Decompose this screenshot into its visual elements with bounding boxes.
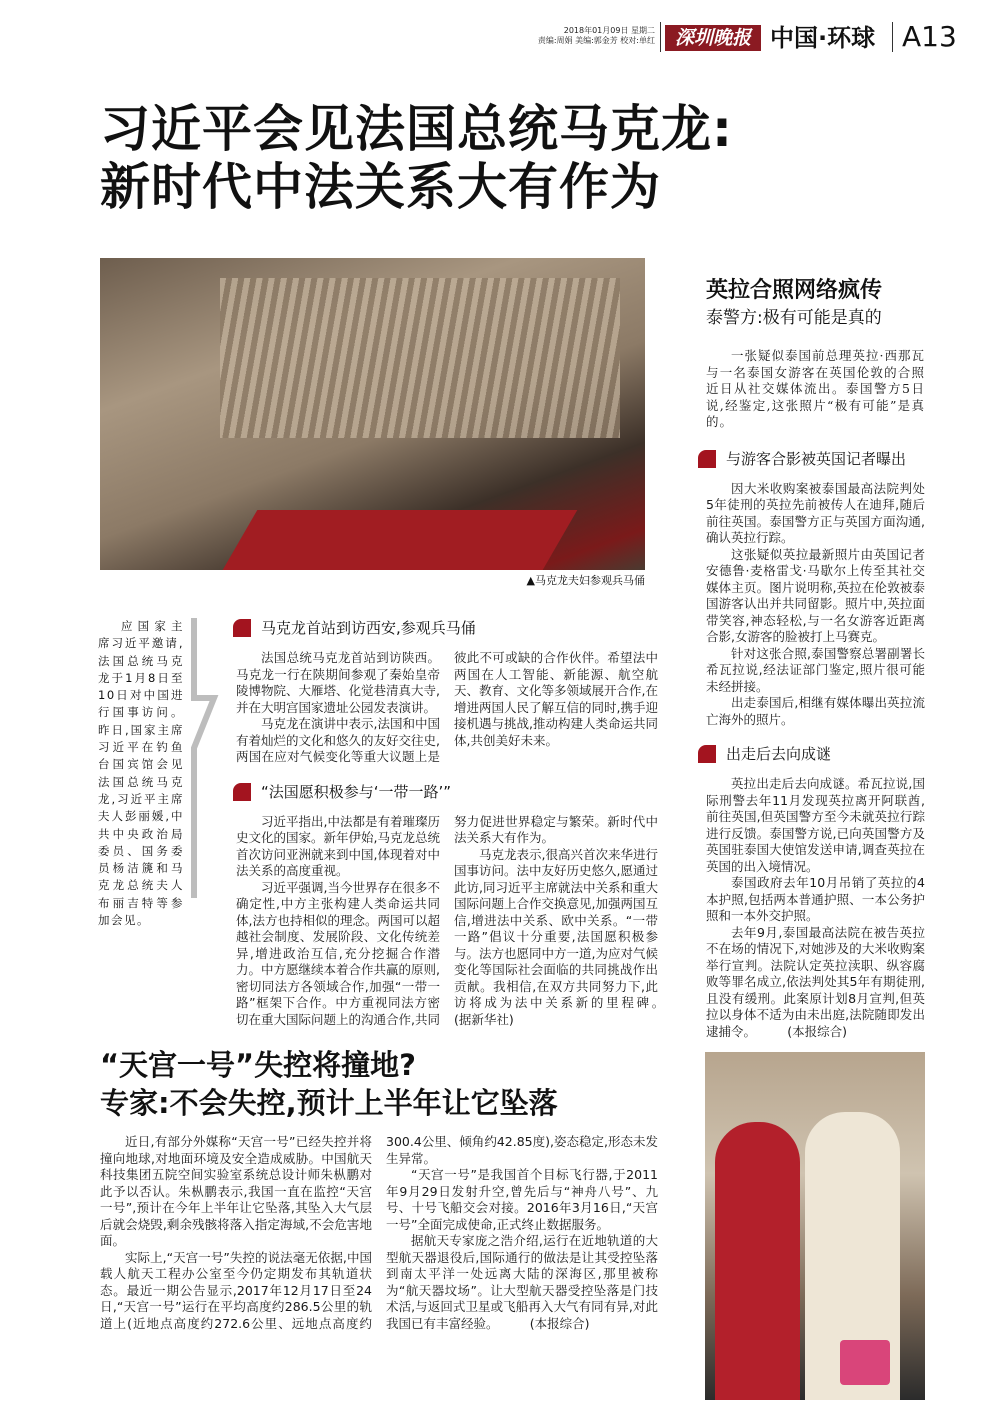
- newspaper-logo: 深圳晚报: [665, 25, 761, 51]
- paragraph: 泰国政府去年10月吊销了英拉的4本护照,包括两本普通护照、一本公务护照和一本外交护照。: [706, 875, 925, 923]
- sidebar-sub2-title: 出走后去向成谜: [726, 745, 832, 763]
- sidebar-sub1-title: 与游客合影被英国记者曝出: [726, 449, 907, 468]
- paragraph: 一张疑似泰国前总理英拉·西那瓦与一名泰国女游客在英国伦敦的合照近日从社交媒体流出。泰国警方5日说,经鉴定,这张照片“极有可能”是真的。: [706, 348, 925, 429]
- photo-caption: ▲马克龙夫妇参观兵马俑: [526, 574, 645, 587]
- section1-body: [236, 650, 658, 766]
- editor-credits: 责编:周娟 美编:郭金芳 校对:单红: [537, 36, 655, 45]
- header-meta: [480, 26, 655, 46]
- paragraph: 法国总统马克龙首站到访陕西。马克龙一行在陕期间参观了秦始皇帝陵博物院、大雁塔、化觉巷清真大寺,并在大明宫国家遗址公园发表演讲。: [236, 650, 440, 715]
- paragraph: 针对这张合照,泰国警察总署副署长希瓦拉说,经法证部门鉴定,照片很可能未经拼接。: [706, 645, 925, 694]
- red-block-icon: [233, 619, 251, 637]
- main-headline: [100, 100, 733, 216]
- red-block-icon: [698, 745, 716, 763]
- paragraph: 实际上,“天宫一号”失控的说法毫无依据,中国载人航天工程办公室至今仍定期发布其轨道状态。最近一期公告显示,2017年12月17日至24日,“天宫一号”运行在平均高度约286.5公里的轨道上(近地点高度约272.6公里、远地点高度约300.4公里、倾角约42.85度),姿态稳定,形态未发生异常。: [100, 1134, 658, 1331]
- sidebar-title: 英拉合照网络疯传: [706, 278, 883, 303]
- paragraph: 马克龙表示,很高兴首次来华进行国事访问。法中友好历史悠久,愿通过此访,同习近平主席就法中关系和重大国际问题上合作交换意见,加强两国互信,增进法中关系、欧中关系。“一带一路”倡议十分重要,法国愿积极参与。法方也愿同中方一道,为应对气候变化等国际社会面临的共同挑战作出贡献。我相信,在双方共同努力下,此访将成为法中关系新的里程碑。 (据新华社): [454, 846, 696, 1027]
- paragraph: 马克龙在演讲中表示,法国和中国有着灿烂的文化和悠久的友好交往史,两国在应对气候变化等重大议题上是彼此不可或缺的合作伙伴。希望法中两国在人工智能、新能源、航空航天、教育、文化等多领域展开合作,在增进两国人民了解互信的同时,携手迎接机遇与挑战,推动构建人类命运共同体,共创美好未来。: [236, 650, 658, 764]
- sidebar-subtitle: 泰警方:极有可能是真的: [706, 308, 882, 328]
- paragraph: “天宫一号”是我国首个目标飞行器,于2011年9月29日发射升空,曾先后与“神舟八号”、九号、十号飞船交会对接。2016年3月16日,“天宫一号”全面完成使命,正式终止数据服务。: [386, 1167, 658, 1232]
- sidebar-sub2-heading: [698, 744, 925, 764]
- paragraph: 英拉出走后去向成谜。希瓦拉说,国际刑警去年11月发现英拉离开阿联酋,前往英国,但英国警方至今未就英拉行踪进行反馈。泰国警方说,已向英国警方及英国驻泰国大使馆发送申请,调查英拉在英国的出入境情况。: [706, 776, 925, 874]
- bottom-subheadline: 专家:不会失控,预计上半年让它坠落: [100, 1086, 558, 1120]
- issue-date: 2018年01月09日 星期二: [563, 26, 655, 35]
- section2-body: [236, 813, 696, 1029]
- section2-title: “法国愿积极参与‘一带一路’”: [261, 782, 452, 801]
- bottom-body: [100, 1134, 658, 1332]
- lead-paragraph: [98, 618, 184, 929]
- sidebar-sub2-body: [706, 776, 925, 1040]
- bottom-headline: “天宫一号”失控将撞地?: [100, 1048, 416, 1082]
- sidebar-intro: [706, 348, 925, 431]
- page-number: A13: [902, 20, 957, 53]
- sidebar-sub1-body: [706, 481, 925, 729]
- yingluck-photo: [705, 1052, 925, 1400]
- paragraph: 近日,有部分外媒称“天宫一号”已经失控并将撞向地球,对地面环境及安全造成威胁。中国航天科技集团五院空间实验室系统总设计师朱枞鹏对此予以否认。朱枞鹏表示,我国一直在监控“天宫一号”,预计在今年上半年让它坠落,其坠入大气层后就会烧毁,剩余残骸将落入指定海域,不会危害地面。: [100, 1134, 372, 1248]
- paragraph: 这张疑似英拉最新照片由英国记者安德鲁·麦格雷戈·马歇尔上传至其社交媒体主页。图片说明称,英拉在伦敦被泰国游客认出并共同留影。照片中,英拉面带笑容,神态轻松,与一名女游客近距离合影,女游客的脸被打上马赛克。: [706, 546, 925, 644]
- section1-heading: [233, 618, 658, 638]
- main-articles: [98, 618, 696, 1332]
- headline-line-1: 习近平会见法国总统马克龙:: [100, 100, 733, 158]
- paragraph: 去年9月,泰国最高法院在被告英拉不在场的情况下,对她涉及的大米收购案举行宣判。法院认定英拉渎职、纵容腐败等罪名成立,依法判处其5年有期徒刑,且没有缓刑。此案原计划8月宣判,但英拉以身体不适为由未出庭,法院随即发出逮捕令。 (本报综合): [706, 924, 925, 1039]
- paragraph: 习近平强调,当今世界存在很多不确定性,中方主张构建人类命运共同体,法方也持相似的理念。两国可以超越社会制度、发展阶段、文化传统差异,增进政治互信,充分挖掘合作潜力。中方愿继续本着合作共赢的原则,密切同法方各领域合作,加强“一带一路”框架下合作。中方重视同法方密切在重大国际问题上的沟通合作,共同努力促进世界稳定与繁荣。新时代中法关系大有作为。: [236, 813, 658, 1027]
- red-block-icon: [233, 783, 251, 801]
- section2-heading: [233, 782, 658, 802]
- section1-title: 马克龙首站到访西安,参观兵马俑: [261, 619, 476, 637]
- red-block-icon: [698, 450, 716, 468]
- sidebar: [698, 276, 925, 1400]
- paragraph: 因大米收购案被泰国最高法院判处5年徒刑的英拉先前被传人在迪拜,随后前往英国。泰国警方正与英国方面沟通,确认英拉行踪。: [706, 480, 925, 545]
- divider: [660, 22, 661, 52]
- xi-macron-article: [98, 618, 696, 1028]
- tiangong-headlines: [100, 1046, 658, 1122]
- lead-text: 应国家主席习近平邀请,法国总统马克龙于1月8日至10日对中国进行国事访问。昨日,国家主席习近平在钓鱼台国宾馆会见法国总统马克龙,习近平主席夫人彭丽媛,中共中央政治局委员、国务委员杨洁篪和马克龙总统夫人布丽吉特等参加会见。: [98, 619, 184, 928]
- headline-line-2: 新时代中法关系大有作为: [100, 158, 661, 216]
- paragraph: 习近平指出,中法都是有着璀璨历史文化的国家。新年伊始,马克龙总统首次访问亚洲就来到中国,体现着对中法关系的高度重视。: [236, 813, 440, 878]
- paragraph: 出走泰国后,相继有媒体曝出英拉流亡海外的照片。: [706, 695, 925, 727]
- paragraph: 据航天专家庞之浩介绍,运行在近地轨道的大型航天器退役后,国际通行的做法是让其受控坠落到南太平洋一处远离大陆的深海区,那里被称为“航天器坟场”。让大型航天器受控坠落是门技术活,与返回式卫星或飞船再入大气有同有异,对此我国已有丰富经验。 (本报综合): [386, 1233, 658, 1331]
- sidebar-sub1-heading: [698, 449, 925, 469]
- article-sections: [233, 618, 696, 1028]
- section-name: 中国·环球: [770, 24, 876, 52]
- divider: [892, 22, 893, 52]
- terracotta-warriors-photo: [100, 258, 645, 570]
- decorative-bracket: [186, 618, 221, 898]
